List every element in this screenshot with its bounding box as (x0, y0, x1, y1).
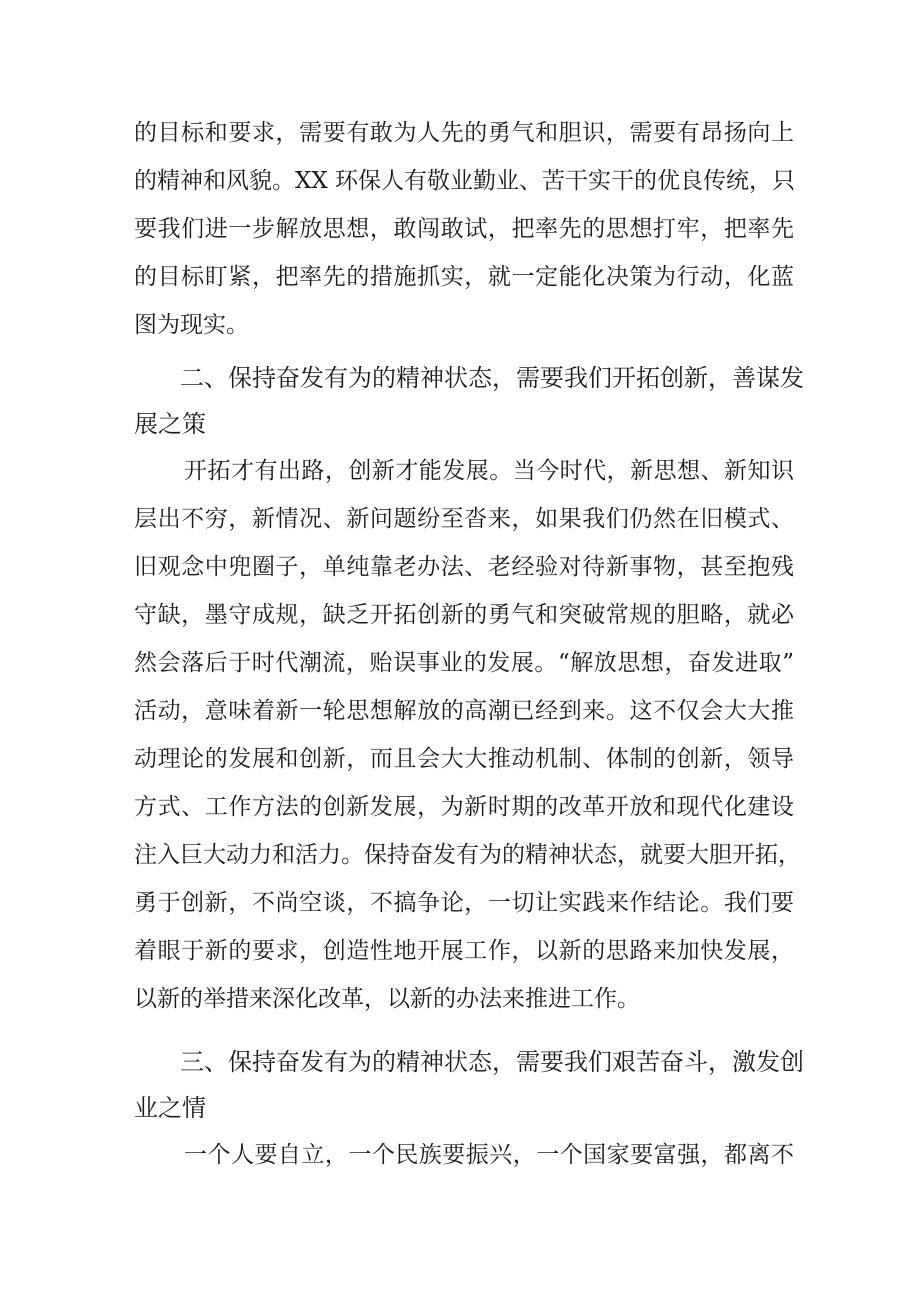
section-heading-2-line-1: 二、保持奋发有为的精神状态，需要我们开拓创新，善谋发 (180, 364, 804, 392)
paragraph-1-line-5: 图为现实。 (134, 312, 249, 338)
paragraph-2-line-12: 以新的举措来深化改革，以新的办法来推进工作。 (134, 986, 640, 1012)
paragraph-2-line-11: 着眼于新的要求，创造性地开展工作，以新的思路来加快发展， (134, 938, 794, 964)
paragraph-2-line-6: 活动，意味着新一轮思想解放的高潮已经到来。这不仅会大大推 (134, 698, 794, 724)
paragraph-3-line-1: 一个人要自立，一个民族要振兴，一个国家要富强，都离不 (184, 1142, 794, 1168)
paragraph-2-line-7: 动理论的发展和创新，而且会大大推动机制、体制的创新，领导 (134, 746, 794, 772)
paragraph-2-line-1: 开拓才有出路，创新才能发展。当今时代，新思想、新知识 (184, 458, 794, 484)
paragraph-2-line-3: 旧观念中兜圈子，单纯靠老办法、老经验对待新事物，甚至抱残 (134, 554, 794, 580)
paragraph-1-line-4: 的目标盯紧，把率先的措施抓实，就一定能化决策为行动，化蓝 (134, 264, 794, 290)
section-heading-2-line-2: 展之策 (134, 410, 206, 438)
section-heading-3-line-1: 三、保持奋发有为的精神状态，需要我们艰苦奋斗，激发创 (180, 1048, 804, 1076)
section-heading-3-line-2: 业之情 (134, 1094, 206, 1122)
paragraph-2-line-5: 然会落后于时代潮流，贻误事业的发展。“解放思想，奋发进取” (134, 650, 794, 676)
paragraph-2-line-8: 方式、工作方法的创新发展，为新时期的改革开放和现代化建设 (134, 794, 794, 820)
paragraph-2-line-2: 层出不穷，新情况、新问题纷至沓来，如果我们仍然在旧模式、 (134, 506, 794, 532)
paragraph-2-line-4: 守缺，墨守成规，缺乏开拓创新的勇气和突破常规的胆略，就必 (134, 602, 794, 628)
paragraph-1-line-3: 要我们进一步解放思想，敢闯敢试，把率先的思想打牢，把率先 (134, 216, 794, 242)
paragraph-1-line-2: 的精神和风貌。XX 环保人有敬业勤业、苦干实干的优良传统，只 (134, 168, 796, 194)
paragraph-2-line-9: 注入巨大动力和活力。保持奋发有为的精神状态，就要大胆开拓， (134, 842, 801, 868)
paragraph-1-line-1: 的目标和要求，需要有敢为人先的勇气和胆识，需要有昂扬向上 (134, 120, 794, 146)
paragraph-2-line-10: 勇于创新，不尚空谈，不搞争论，一切让实践来作结论。我们要 (134, 890, 794, 916)
